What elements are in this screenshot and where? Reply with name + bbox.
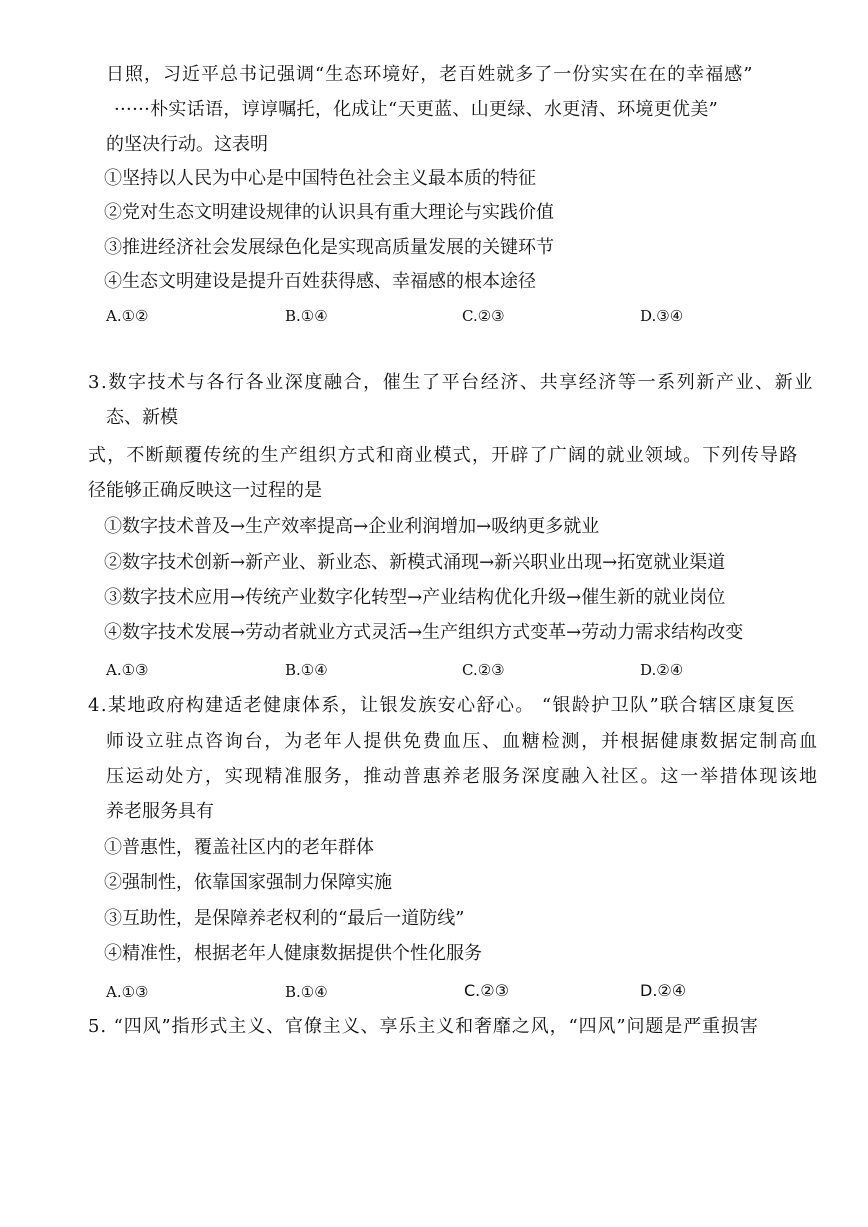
question-3-option-c: C.②③ — [462, 661, 505, 679]
question-2-option-a: A.①② — [106, 307, 149, 325]
question-3-line: 态、新模 — [106, 407, 178, 428]
question-3-item: ③数字技术应用→传统产业数字化转型→产业结构优化升级→催生新的就业岗位 — [104, 587, 726, 608]
question-2-item: ③推进经济社会发展绿色化是实现高质量发展的关键环节 — [104, 237, 554, 258]
question-3-option-a: A.①③ — [106, 661, 149, 679]
question-4-option-d: D.②④ — [640, 981, 687, 1000]
question-4-item: ②强制性，依靠国家强制力保障实施 — [104, 872, 392, 893]
question-3-option-b: B.①④ — [285, 661, 328, 679]
question-4-line: 压运动处方，实现精准服务，推动普惠养老服务深度融入社区。这一举措体现该地 — [106, 766, 819, 787]
question-4-item: ④精准性，根据老年人健康数据提供个性化服务 — [104, 943, 482, 964]
question-2-option-d: D.③④ — [640, 307, 684, 325]
question-4-option-c: C.②③ — [464, 981, 509, 1000]
question-2-item: ④生态文明建设是提升百姓获得感、幸福感的根本途径 — [104, 271, 536, 292]
question-3-item: ④数字技术发展→劳动者就业方式灵活→生产组织方式变革→劳动力需求结构改变 — [104, 622, 744, 643]
question-3-option-d: D.②④ — [640, 661, 684, 679]
question-4-line: 4.某地政府构建适老健康体系，让银发族安心舒心。 “银龄护卫队”联合辖区康复医 — [88, 695, 796, 716]
question-2-option-c: C.②③ — [462, 307, 505, 325]
question-3-line: 式，不断颠覆传统的生产组织方式和商业模式，开辟了广阔的就业领域。下列传导路 — [88, 445, 799, 466]
question-3-item: ①数字技术普及→生产效率提高→企业利润增加→吸纳更多就业 — [104, 516, 600, 537]
question-4-item: ①普惠性，覆盖社区内的老年群体 — [104, 837, 374, 858]
question-2-line: 日照，习近平总书记强调“生态环境好，老百姓就多了一份实实在在的幸福感” — [106, 64, 754, 85]
question-4-item: ③互助性，是保障养老权利的“最后一道防线” — [104, 908, 465, 929]
question-5-line: 5. “四风”指形式主义、官僚主义、享乐主义和奢靡之风，“四风”问题是严重损害 — [88, 1016, 759, 1037]
question-3-item: ②数字技术创新→新产业、新业态、新模式涌现→新兴职业出现→拓宽就业渠道 — [104, 552, 726, 573]
question-2-item: ①坚持以人民为中心是中国特色社会主义最本质的特征 — [104, 168, 536, 189]
question-3-line: 3.数字技术与各行各业深度融合，催生了平台经济、共享经济等一系列新产业、新业 — [88, 372, 814, 393]
question-4-option-a: A.①③ — [106, 983, 149, 1001]
question-4-line: 师设立驻点咨询台，为老年人提供免费血压、血糖检测，并根据健康数据定制高血 — [106, 731, 819, 752]
question-2-line: 的坚决行动。这表明 — [106, 134, 268, 155]
question-2-item: ②党对生态文明建设规律的认识具有重大理论与实践价值 — [104, 202, 554, 223]
question-2-option-b: B.①④ — [285, 307, 328, 325]
question-4-line: 养老服务具有 — [106, 801, 214, 822]
question-4-option-b: B.①④ — [285, 983, 328, 1001]
question-3-line: 径能够正确反映这一过程的是 — [88, 480, 322, 501]
question-2-line: ······朴实话语，谆谆嘱托，化成让“天更蓝、山更绿、水更清、环境更优美” — [114, 99, 719, 120]
